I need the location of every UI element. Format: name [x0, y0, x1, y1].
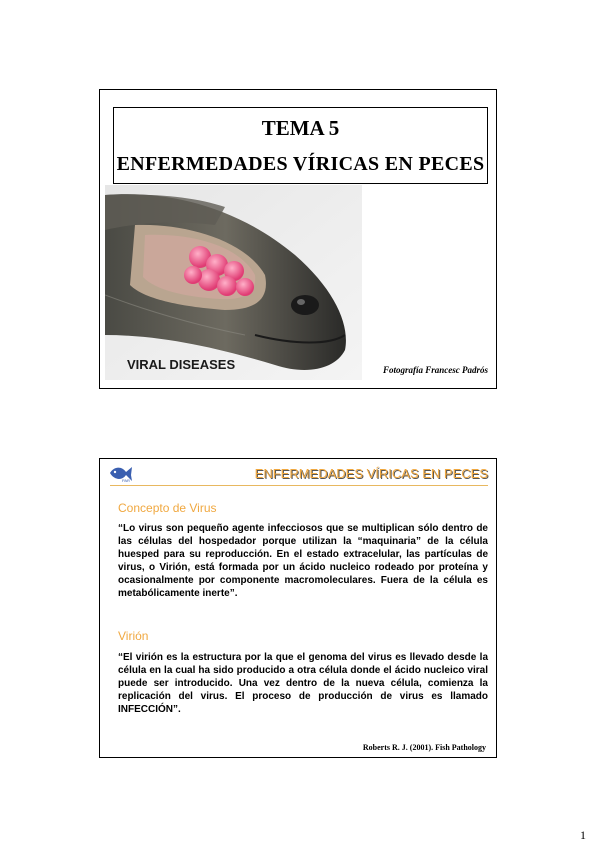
title-box: [113, 107, 488, 184]
image-label: VIRAL DISEASES: [127, 357, 236, 372]
content-slide: [99, 458, 497, 758]
page-number: 1: [580, 828, 586, 842]
header-divider: [110, 485, 488, 486]
section-text-concepto: “Lo virus son pequeño agente infecciosos que se multiplican sólo dentro de las células del hospedador porque utilizan la “maquinaria” de la célula huesped para su reproducción. En el estado extracelular, las partículas de virus, o Virión, está formada por un ácido nucleico rodeado por proteína y ocasionalmente por componente macromoleculares. Fuera de la célula es metabólicamente inerte”.: [118, 523, 488, 599]
slide-header-title: ENFERMEDADES VÍRICAS EN PECES: [254, 466, 488, 481]
title-slide: [99, 89, 497, 389]
slide-subtitle: ENFERMEDADES VÍRICAS EN PECES: [116, 153, 485, 175]
slide-title: TEMA 5: [261, 116, 340, 140]
citation: Roberts R. J. (2001). Fish Pathology: [362, 743, 486, 752]
svg-text:PAR: PAR: [122, 478, 130, 483]
photo-credit: Fotografía Francesc Padrós: [382, 365, 488, 375]
section-title-concepto: Concepto de Virus: [118, 501, 217, 515]
section-title-virion: Virión: [118, 629, 149, 643]
section-text-virion: “El virión es la estructura por la que el genoma del virus es llevado desde la célula en la cual ha sido producido a otra célula donde el ácido nucleico viral puede ser introducido. Una vez dentro de la nueva célula, comienza la replicación del virus. El proceso de producción de virus es llamado INFECCIÓN”.: [118, 652, 488, 715]
fish-photo: [105, 185, 362, 380]
logo-icon: [108, 463, 134, 483]
